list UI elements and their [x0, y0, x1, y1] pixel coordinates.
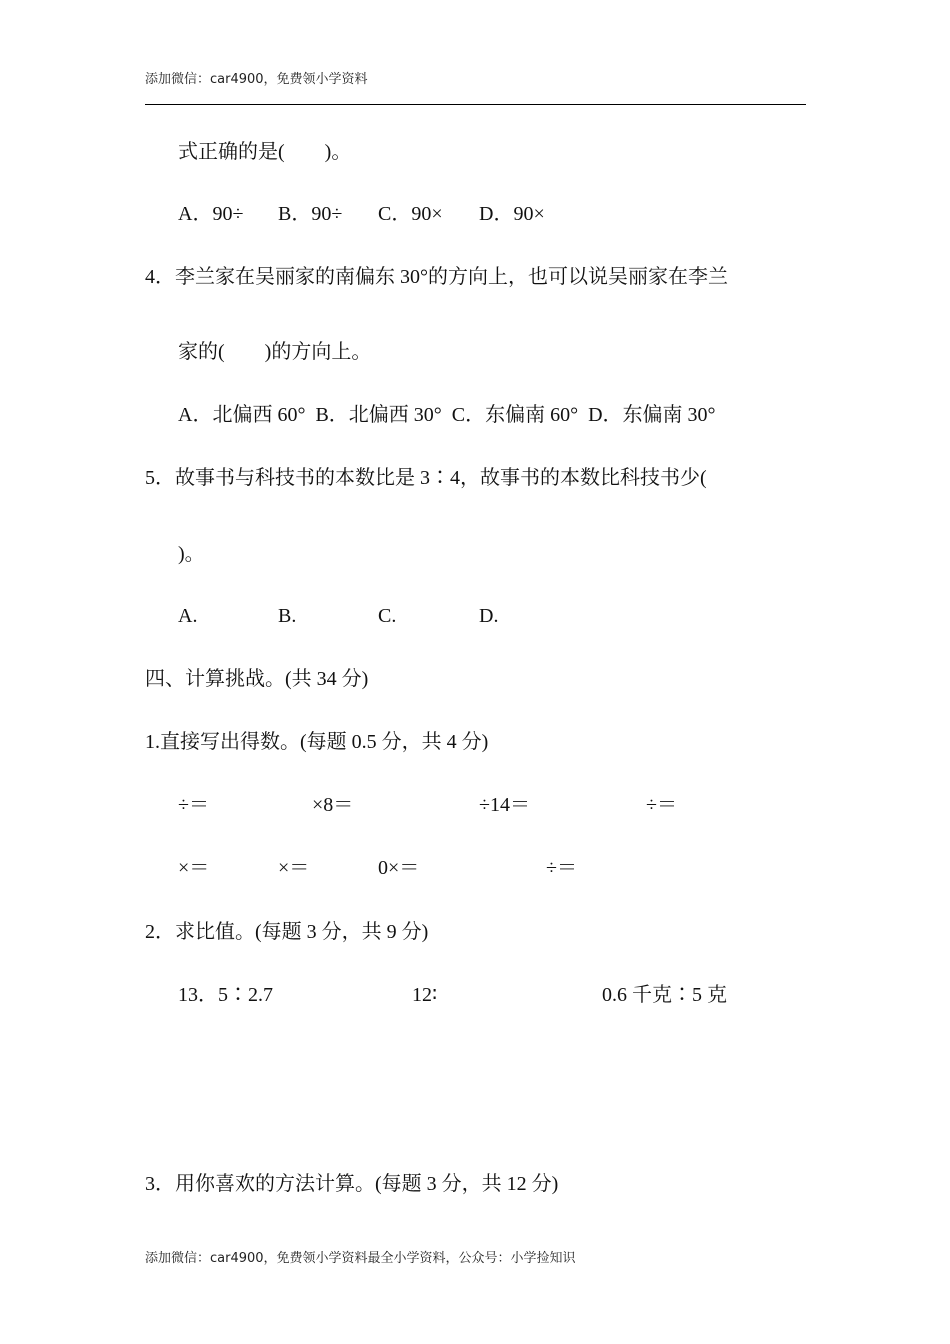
s4-q2-item: 12∶	[412, 984, 438, 1006]
q5-option-c: C.	[378, 605, 397, 627]
s4-q1-title: 1.直接写出得数。(每题 0.5 分，共 4 分)	[145, 731, 489, 753]
q3-tail: 式正确的是( )。	[178, 141, 352, 163]
q5-line1: 5．故事书与科技书的本数比是 3∶4，故事书的本数比科技书少(	[145, 467, 707, 489]
q3-option-c: C．90×	[378, 203, 443, 225]
q4-options: A．北偏西 60° B．北偏西 30° C．东偏南 60° D．东偏南 30°	[178, 404, 716, 426]
s4-q1-row1-item: ÷＝	[178, 794, 209, 816]
q3-option-a: A．90÷	[178, 203, 244, 225]
s4-q2-item: 0.6 千克∶5 克	[602, 984, 727, 1006]
s4-q1-row2-item: ÷＝	[546, 857, 577, 879]
q5-option-a: A.	[178, 605, 198, 627]
q5-option-b: B.	[278, 605, 297, 627]
q5-line2: )。	[178, 543, 205, 565]
s4-q1-row1-item: ÷＝	[646, 794, 677, 816]
s4-q2-item: 13．5∶2.7	[178, 984, 273, 1006]
section4-title: 四、计算挑战。(共 34 分)	[145, 668, 369, 690]
s4-q1-row1-item: ×8＝	[312, 794, 354, 816]
s4-q1-row2-item: ×＝	[178, 857, 210, 879]
s4-q1-row2-item: 0×＝	[378, 857, 420, 879]
q4-line2: 家的( )的方向上。	[178, 341, 372, 363]
q3-option-b: B．90÷	[278, 203, 343, 225]
q5-option-d: D.	[479, 605, 499, 627]
q3-option-d: D．90×	[479, 203, 545, 225]
q4-line1: 4．李兰家在吴丽家的南偏东 30°的方向上，也可以说吴丽家在李兰	[145, 266, 728, 288]
s4-q1-row2-item: ×＝	[278, 857, 310, 879]
header-divider	[145, 104, 806, 105]
s4-q1-row1-item: ÷14＝	[479, 794, 530, 816]
page-footer: 添加微信：car4900，免费领小学资料最全小学资料，公众号：小学捡知识	[145, 1251, 576, 1266]
s4-q2-title: 2．求比值。(每题 3 分，共 9 分)	[145, 921, 429, 943]
page-header: 添加微信：car4900，免费领小学资料	[145, 72, 368, 87]
s4-q3-title: 3．用你喜欢的方法计算。(每题 3 分，共 12 分)	[145, 1173, 559, 1195]
